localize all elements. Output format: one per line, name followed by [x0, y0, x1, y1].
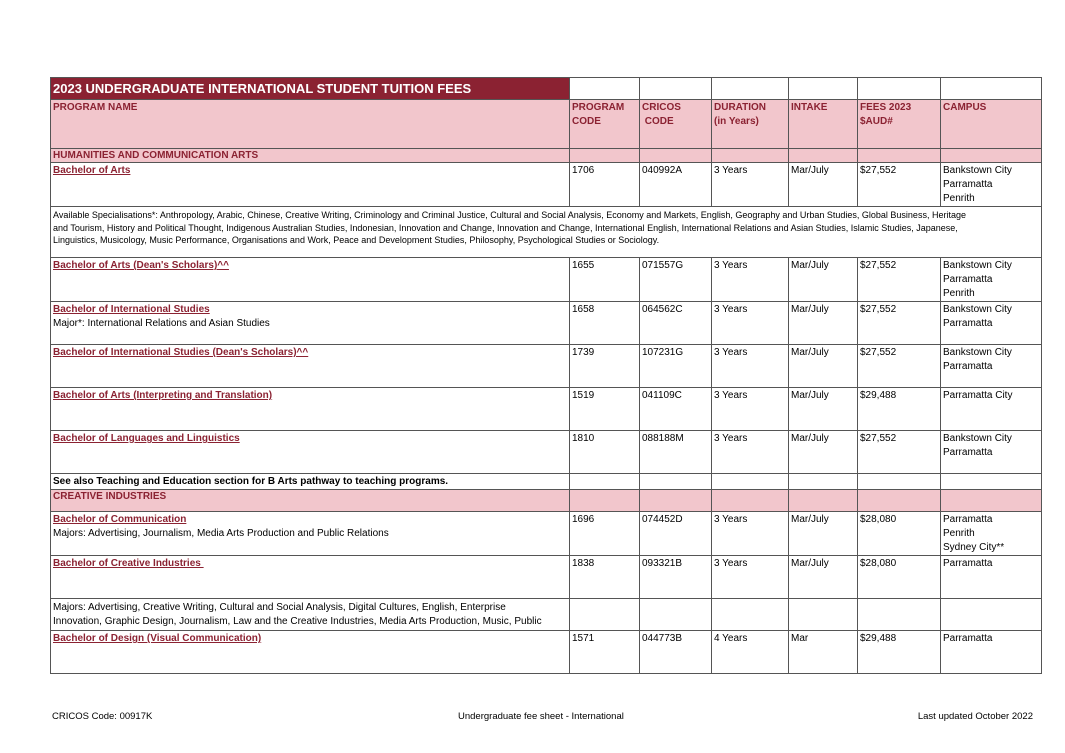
table-row: Bachelor of Design (Visual Communication) 1571 044773B 4 Years Mar $29,488 Parramatta — [51, 631, 1042, 674]
header-fees: FEES 2023 $AUD# — [858, 100, 941, 149]
tuition-fees-table — [50, 77, 1042, 674]
section-row-humanities — [51, 149, 1042, 163]
header-campus: CAMPUS — [941, 100, 1042, 149]
campus-cell: Bankstown City Parramatta Penrith — [941, 163, 1042, 207]
campus-cell: Bankstown City Parramatta — [941, 345, 1042, 388]
section-title: HUMANITIES AND COMMUNICATION ARTS — [51, 149, 570, 163]
table-row: Bachelor of International Studies Major*: International Relations and Asian Studies 1658 064562C 3 Years Mar/July $27,552 Bankstown City Parramatta — [51, 302, 1042, 345]
header-program-name: PROGRAM NAME — [51, 100, 570, 149]
program-link[interactable]: Bachelor of Arts (Dean's Scholars)^^ — [53, 260, 229, 271]
specialisations-text: Available Specialisations*: Anthropology, Arabic, Chinese, Creative Writing, Criminology and Criminal Justice, Cultural and Social Analysis, Economy and Markets, English, Geography and Urban Studies, Global Business, Heritage and Tourism, History and Political Thought, Indigenous Australian Studies, Indonesian, Innovation and Change, Innovation and Change, International English, International Relations and Asian Studies, Islamic Studies, Japanese, Linguistics, Musicology, Music Performance, Organisations and Work, Peace and Development Studies, Philosophy, Psychological Studies or Sociology. — [51, 207, 1042, 258]
title-row — [51, 78, 1042, 100]
table-row: Bachelor of International Studies (Dean's Scholars)^^ 1739 107231G 3 Years Mar/July $27,552 Bankstown City Parramatta — [51, 345, 1042, 388]
creative-majors-text: Majors: Advertising, Creative Writing, Cultural and Social Analysis, Digital Cultures, English, Enterprise Innovation, Graphic Design, Journalism, Law and the Creative Industries, Media Arts Production, Music, Public — [51, 599, 570, 631]
program-link[interactable]: Bachelor of International Studies — [53, 304, 210, 315]
campus-cell: Bankstown City Parramatta — [941, 431, 1042, 474]
program-link[interactable]: Bachelor of Design (Visual Communication) — [53, 633, 262, 644]
program-major: Major*: International Relations and Asian Studies — [53, 318, 270, 329]
program-link[interactable]: Bachelor of Languages and Linguistics — [53, 433, 240, 444]
table-row: Bachelor of Communication Majors: Advertising, Journalism, Media Arts Production and Public Relations 1696 074452D 3 Years Mar/July $28,080 Parramatta Penrith Sydney City** — [51, 512, 1042, 556]
table-row: Bachelor of Languages and Linguistics 1810 088188M 3 Years Mar/July $27,552 Bankstown City Parramatta — [51, 431, 1042, 474]
header-program-code: PROGRAM CODE — [570, 100, 640, 149]
header-duration: DURATION (in Years) — [712, 100, 789, 149]
campus-cell: Bankstown City Parramatta — [941, 302, 1042, 345]
creative-majors-row — [51, 599, 1042, 631]
program-link[interactable]: Bachelor of Creative Industries — [53, 558, 204, 569]
campus-cell: Parramatta — [941, 631, 1042, 674]
column-header-row — [51, 100, 1042, 149]
section-title: CREATIVE INDUSTRIES — [51, 490, 570, 512]
table-row: Bachelor of Arts 1706 040992A 3 Years Mar/July $27,552 Bankstown City Parramatta Penrith — [51, 163, 1042, 207]
footer-updated: Last updated October 2022 — [917, 711, 1033, 722]
header-cricos-code: CRICOS CODE — [640, 100, 712, 149]
program-major: Majors: Advertising, Journalism, Media Arts Production and Public Relations — [53, 528, 389, 539]
table-row: Bachelor of Arts (Dean's Scholars)^^ 1655 071557G 3 Years Mar/July $27,552 Bankstown City Parramatta Penrith — [51, 258, 1042, 302]
table-row: Bachelor of Arts (Interpreting and Translation) 1519 041109C 3 Years Mar/July $29,488 Parramatta City — [51, 388, 1042, 431]
campus-cell: Parramatta City — [941, 388, 1042, 431]
header-intake: INTAKE — [789, 100, 858, 149]
footer-cricos: CRICOS Code: 00917K — [52, 711, 153, 722]
table-row: Bachelor of Creative Industries 1838 093321B 3 Years Mar/July $28,080 Parramatta — [51, 556, 1042, 599]
campus-cell: Parramatta Penrith Sydney City** — [941, 512, 1042, 556]
specialisations-row — [51, 207, 1042, 258]
footer-title: Undergraduate fee sheet - International — [458, 711, 624, 722]
program-link[interactable]: Bachelor of Communication — [53, 514, 187, 525]
table-title: 2023 UNDERGRADUATE INTERNATIONAL STUDENT TUITION FEES — [51, 78, 570, 100]
teaching-note-row — [51, 474, 1042, 490]
program-link[interactable]: Bachelor of International Studies (Dean's Scholars)^^ — [53, 347, 309, 358]
program-link[interactable]: Bachelor of Arts — [53, 165, 131, 176]
campus-cell: Bankstown City Parramatta Penrith — [941, 258, 1042, 302]
teaching-note: See also Teaching and Education section for B Arts pathway to teaching programs. — [51, 474, 570, 490]
campus-cell: Parramatta — [941, 556, 1042, 599]
section-row-creative — [51, 490, 1042, 512]
program-link[interactable]: Bachelor of Arts (Interpreting and Translation) — [53, 390, 273, 401]
